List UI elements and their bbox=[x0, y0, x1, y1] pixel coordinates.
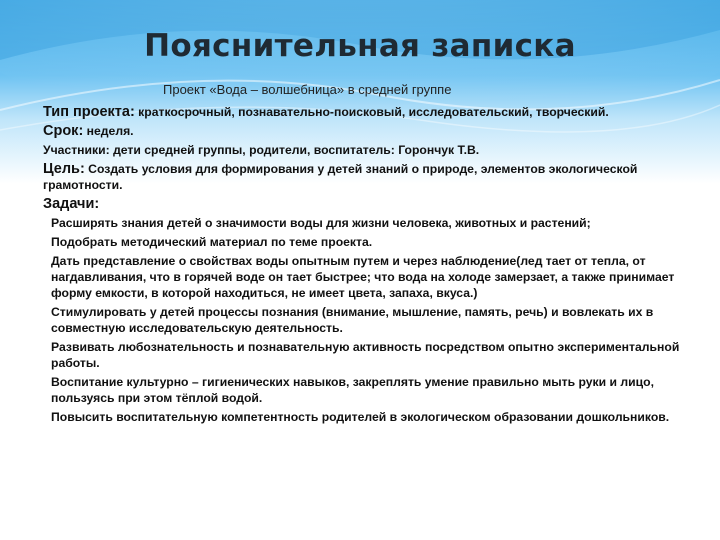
tasks-label: Задачи: bbox=[43, 196, 100, 212]
project-term-text: неделя. bbox=[83, 124, 134, 138]
project-goal-text: Создать условия для формирования у детей знаний о природе, элементов экологической грамотности. bbox=[43, 162, 638, 192]
task-item: Развивать любознательность и познавательную активность посредством опытно экспериментальной работы. bbox=[51, 340, 680, 370]
project-goal bbox=[43, 161, 683, 193]
project-type-label: Тип проекта: bbox=[43, 104, 135, 120]
participants-text: Участники: дети средней группы, родители, воспитатель: Горончук Т.В. bbox=[43, 143, 480, 157]
slide-subtitle: Проект «Вода – волшебница» в средней группе bbox=[163, 82, 452, 97]
task-item: Дать представление о свойствах воды опытным путем и через наблюдение(лед тает от тепла, от нагдавливания, что в горячей воде он тает быстрее; что вода на холоде замерзает, а также принимает форму емкости, в которой находиться, не имеет цвета, запаха, вкуса.) bbox=[51, 254, 675, 300]
slide-title: Пояснительная записка bbox=[144, 28, 576, 64]
task-item: Расширять знания детей о значимости воды для жизни человека, животных и растений; bbox=[51, 216, 591, 230]
project-goal-label: Цель: bbox=[43, 161, 85, 177]
task-item: Повысить воспитательную компетентность родителей в экологическом образовании дошкольников. bbox=[51, 410, 670, 424]
tasks-heading bbox=[43, 196, 683, 212]
task-item: Подобрать методический материал по теме проекта. bbox=[51, 235, 373, 249]
project-term-label: Срок: bbox=[43, 123, 84, 139]
project-term bbox=[43, 123, 683, 139]
slide-content bbox=[43, 104, 683, 428]
task-item: Стимулировать у детей процессы познания (внимание, мышление, память, речь) и вовлекать их в совместную исследовательскую деятельность. bbox=[51, 305, 654, 335]
project-type bbox=[43, 104, 683, 120]
task-item: Воспитание культурно – гигиенических навыков, закреплять умение правильно мыть руки и лицо, пользуясь при этом тёплой водой. bbox=[51, 375, 654, 405]
participants bbox=[43, 142, 683, 158]
project-type-text: краткосрочный, познавательно-поисковый, исследовательский, творческий. bbox=[134, 105, 609, 119]
